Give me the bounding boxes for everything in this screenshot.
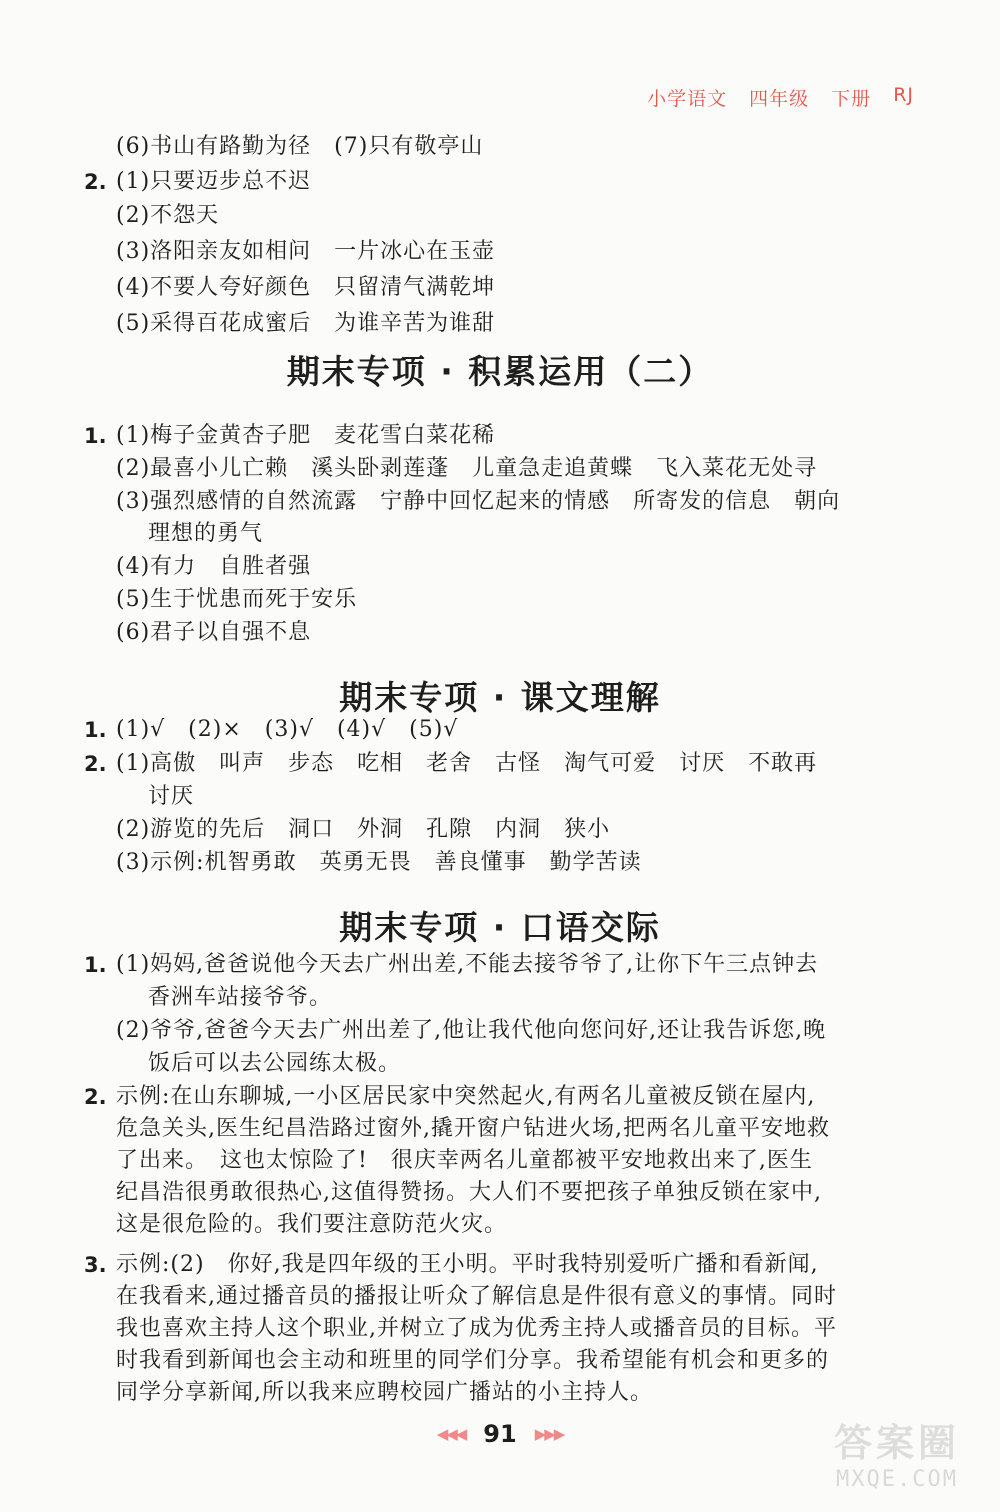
watermark-logo (812, 1412, 982, 1498)
answer-line: 纪昌浩很勇敢很热心,这值得赞扬。大人们不要把孩子单独反锁在家中, (116, 1180, 822, 1205)
watermark-top: 答案圈 (833, 1421, 960, 1465)
section-title: 期末专项 · 口语交际 (339, 908, 661, 947)
question-number: 1. (84, 953, 107, 977)
answer-line: (4)不要人夸好颜色 只留清气满乾坤 (116, 275, 496, 300)
answer-line: 时我看到新闻也会主动和班里的同学们分享。我希望能有机会和更多的 (116, 1348, 830, 1373)
header-grade: 四年级 (749, 88, 810, 110)
answer-line: (1)只要迈步总不迟 (116, 169, 312, 194)
answer-line: 香洲车站接爷爷。 (148, 985, 333, 1010)
answer-line: (2)爷爷,爸爸今天去广州出差了,他让我代他向您问好,还让我告诉您,晚 (116, 1018, 827, 1043)
header-edition: RJ (893, 84, 914, 106)
answer-line: 危急关头,医生纪昌浩路过窗外,撬开窗户钻进火场,把两名儿童平安地救 (116, 1116, 830, 1141)
left-arrows-icon: ◀◀◀ (436, 1425, 466, 1443)
page-header (647, 84, 914, 111)
section-title: 期末专项 · 积累运用（二） (286, 352, 714, 391)
answer-line: 讨厌 (148, 784, 195, 809)
answer-line: 我也喜欢主持人这个职业,并树立了成为优秀主持人或播音员的目标。平 (116, 1316, 837, 1341)
watermark-bottom: MXQE.COM (836, 1467, 958, 1492)
answer-line: (6)君子以自强不息 (116, 620, 312, 645)
answer-line: (6)书山有路勤为径 (7)只有敬亭山 (116, 134, 484, 159)
header-volume: 下册 (831, 88, 872, 110)
answer-line: (3)示例:机智勇敢 英勇无畏 善良懂事 勤学苦读 (116, 850, 642, 875)
answer-line: (4)有力 自胜者强 (116, 554, 312, 579)
answer-line: (5)采得百花成蜜后 为谁辛苦为谁甜 (116, 311, 496, 336)
answer-line: (2)最喜小儿亡赖 溪头卧剥莲蓬 儿童急走追黄蝶 飞入菜花无处寻 (116, 456, 818, 481)
answer-line: 饭后可以去公园练太极。 (148, 1051, 402, 1076)
answer-line: (1)高傲 叫声 步态 吃相 老舍 古怪 淘气可爱 讨厌 不敢再 (116, 751, 818, 776)
answer-line: 了出来。 这也太惊险了! 很庆幸两名儿童都被平安地救出来了,医生 (116, 1148, 813, 1173)
answer-line: 理想的勇气 (148, 521, 264, 546)
question-number: 3. (84, 1253, 107, 1277)
header-subject: 小学语文 (647, 88, 728, 110)
question-number: 2. (84, 752, 107, 776)
answer-line: (1)√ (2)× (3)√ (4)√ (5)√ (116, 717, 459, 742)
question-number: 1. (84, 424, 107, 448)
answer-line: (3)强烈感情的自然流露 宁静中回忆起来的情感 所寄发的信息 朝向 (116, 489, 841, 514)
section-title: 期末专项 · 课文理解 (339, 678, 661, 717)
answer-line: (2)不怨天 (116, 203, 220, 228)
answer-line: 示例:在山东聊城,一小区居民家中突然起火,有两名儿童被反锁在屋内, (116, 1084, 816, 1109)
answer-line: (1)妈妈,爸爸说他今天去广州出差,不能去接爷爷了,让你下午三点钟去 (116, 952, 819, 977)
question-number: 1. (84, 718, 107, 742)
answer-line: (1)梅子金黄杏子肥 麦花雪白菜花稀 (116, 423, 496, 448)
answer-line: (2)游览的先后 洞口 外洞 孔隙 内洞 狭小 (116, 817, 611, 842)
answer-line: 示例:(2) 你好,我是四年级的王小明。平时我特别爱听广播和看新闻, (116, 1252, 819, 1277)
question-number: 2. (84, 1085, 107, 1109)
page-number: 91 (483, 1420, 517, 1448)
right-arrows-icon: ▶▶▶ (534, 1425, 564, 1443)
answer-line: (3)洛阳亲友如相问 一片冰心在玉壶 (116, 239, 496, 264)
answer-line: 这是很危险的。我们要注意防范火灾。 (116, 1212, 508, 1237)
question-number: 2. (84, 170, 107, 194)
answer-line: 同学分享新闻,所以我来应聘校园广播站的小主持人。 (116, 1380, 653, 1405)
answer-line: 在我看来,通过播音员的播报让听众了解信息是件很有意义的事情。同时 (116, 1284, 837, 1309)
answer-line: (5)生于忧患而死于安乐 (116, 587, 358, 612)
